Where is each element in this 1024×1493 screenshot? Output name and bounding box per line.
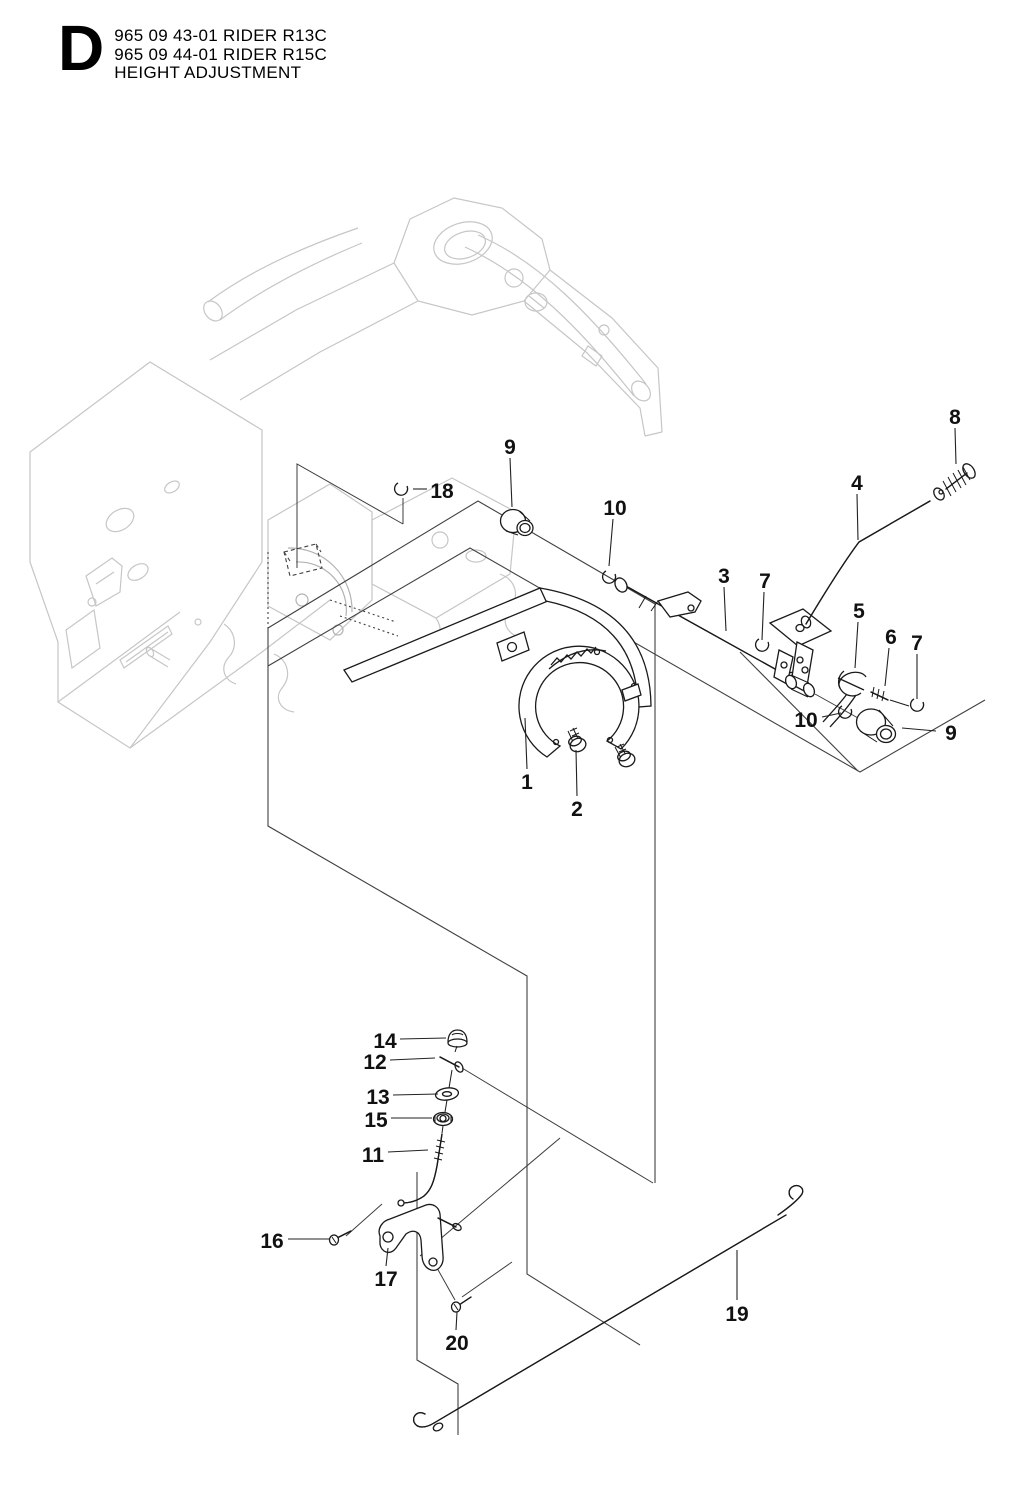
callouts [260,406,961,1355]
part-4-lever [800,501,930,629]
callout-label-19: 19 [725,1303,749,1326]
callout-label-7a: 7 [759,570,771,593]
callout-label-1: 1 [521,771,533,794]
part-14-cap-nut [448,1030,467,1047]
callout-label-7b: 7 [911,632,923,655]
callout-leader-7a [762,592,764,640]
callout-label-13: 13 [366,1086,390,1109]
callout-label-4: 4 [851,472,863,495]
callout-label-17: 17 [374,1268,398,1291]
callout-leader-13 [393,1094,438,1095]
callout-label-2: 2 [571,798,583,821]
callout-leader-3 [724,587,726,631]
callout-leader-4 [857,494,858,540]
part-15-nut [434,1113,453,1126]
callout-label-9b: 9 [945,722,957,745]
callout-leader-11 [388,1150,428,1152]
part-18-retainer-clip [395,483,408,495]
callout-label-10a: 10 [603,497,627,520]
callout-label-18: 18 [430,480,454,503]
callout-leader-12 [390,1058,435,1060]
model-line-1: 965 09 43-01 RIDER R13C [114,26,328,45]
callout-label-6: 6 [885,626,897,649]
model-line-2: 965 09 44-01 RIDER R15C [114,44,328,64]
part-1-sector-bracket [344,588,651,757]
callout-label-10b: 10 [794,709,818,732]
part-16-screw [330,1231,352,1245]
callout-leader-10b [822,713,841,717]
callout-label-8: 8 [949,406,961,429]
callout-leader-10a [609,519,613,566]
section-letter: D [58,12,103,84]
callout-label-15: 15 [364,1109,388,1132]
part-8-knob [932,462,978,502]
callout-leader-20 [456,1312,457,1330]
part-6-pin [871,687,909,706]
callout-label-11: 11 [361,1144,385,1167]
callout-leader-9b [902,728,936,731]
callout-label-9a: 9 [504,436,516,459]
callout-leader-6 [885,648,889,686]
callout-leader-14 [400,1038,446,1039]
callout-label-3: 3 [718,565,730,588]
part-12-pin [440,1057,465,1073]
callout-leader-2 [576,750,577,796]
part-11-adjuster-rod [398,1046,457,1206]
callout-leader-8 [955,428,956,464]
callout-leader-9a [510,458,512,507]
callout-label-12: 12 [363,1051,387,1074]
clamp-assembly [770,609,831,698]
callout-label-16: 16 [260,1230,284,1253]
part-17-bracket [379,1204,462,1270]
callout-label-20: 20 [445,1332,469,1355]
diagram-title: HEIGHT ADJUSTMENT [114,63,302,82]
part-13-washer [435,1086,459,1101]
callout-leader-5 [855,622,858,668]
callout-label-14: 14 [373,1030,397,1053]
chassis-sketch [30,198,662,748]
callout-label-5: 5 [853,600,865,623]
